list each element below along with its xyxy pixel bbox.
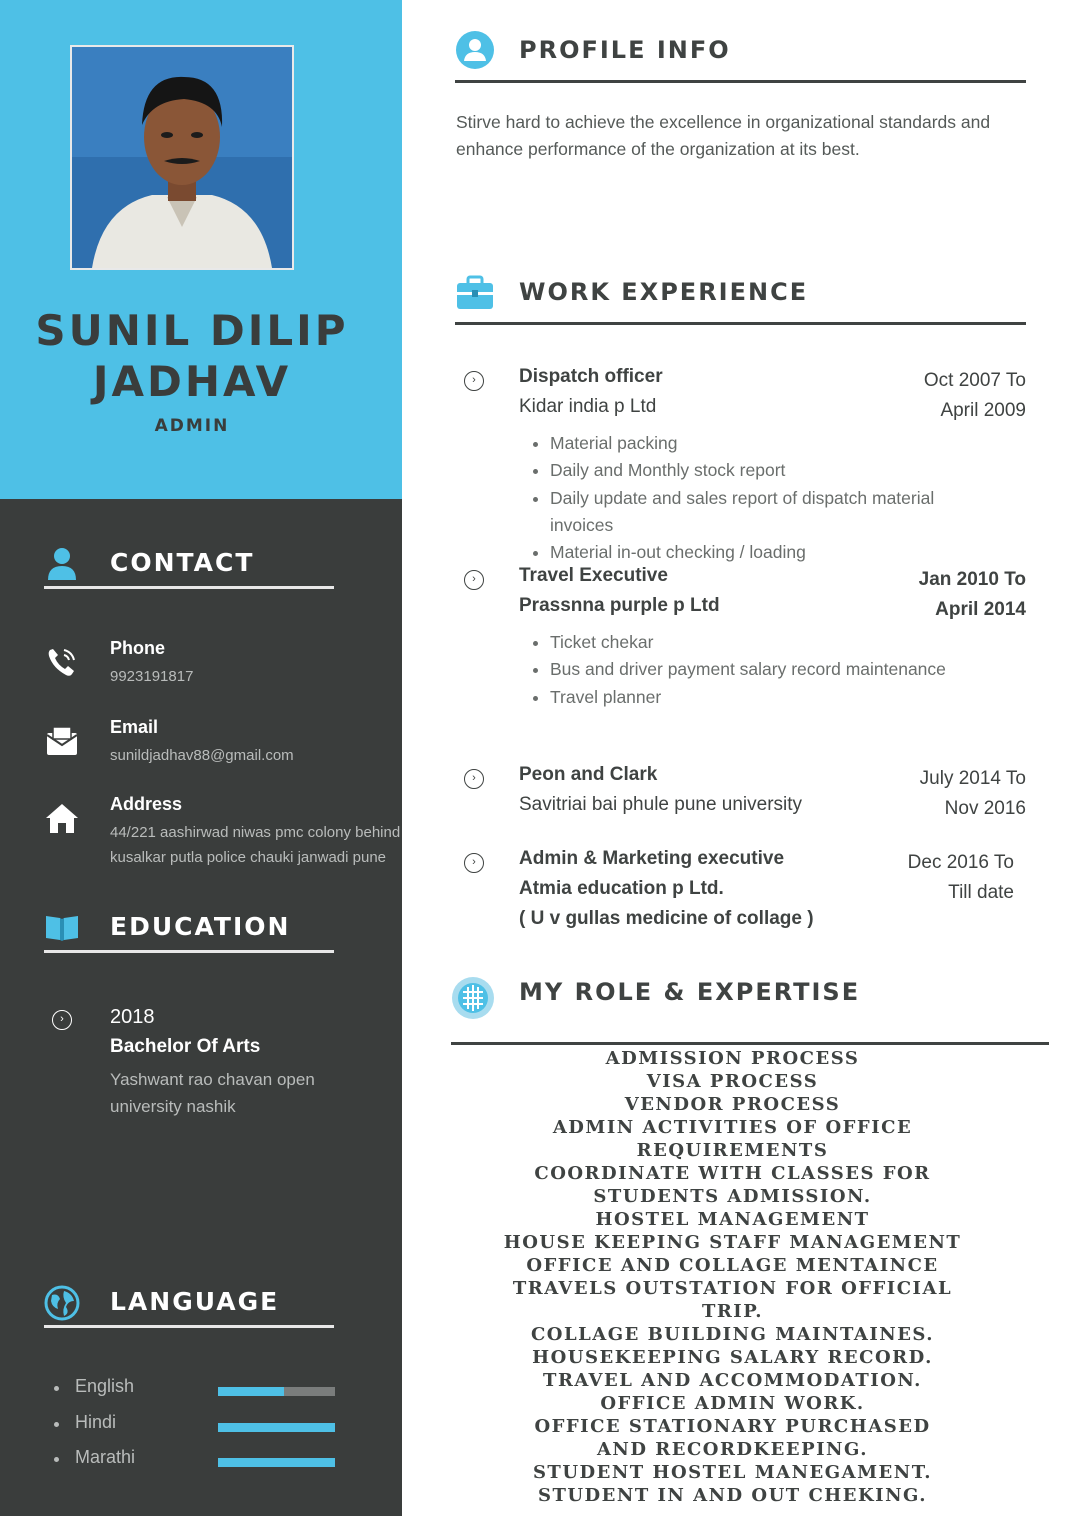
- job-dates: [846, 848, 1026, 908]
- expertise-item: STUDENTS ADMISSION.: [593, 1186, 872, 1207]
- education-heading: EDUCATION: [110, 912, 291, 941]
- job-company: Savitriai bai phule pune university: [519, 794, 803, 815]
- chevron-right-icon: ›: [464, 371, 484, 391]
- address-label: Address: [110, 794, 183, 814]
- language-level-bar: [218, 1423, 335, 1432]
- work-experience-heading: WORK EXPERIENCE: [519, 278, 809, 306]
- job-entry: [462, 565, 1026, 745]
- language-heading: LANGUAGE: [110, 1287, 280, 1316]
- language-name: Marathi: [75, 1447, 136, 1467]
- job-company: Kidar india p Ltd: [519, 396, 657, 417]
- expertise-item: TRAVELS OUTSTATION FOR OFFICIAL: [512, 1278, 953, 1299]
- profile-header: [0, 0, 402, 499]
- expertise-item: REQUIREMENTS: [636, 1140, 829, 1161]
- job-date-to: Nov 2016: [944, 798, 1026, 819]
- mail-icon: [44, 723, 80, 759]
- chevron-right-icon: ›: [464, 853, 484, 873]
- expertise-item: AND RECORDKEEPING.: [596, 1439, 869, 1460]
- contact-heading: CONTACT: [110, 548, 255, 577]
- phone-label: Phone: [110, 638, 166, 658]
- job-dates: [856, 565, 1026, 625]
- email-value[interactable]: sunildjadhav88@gmail.com: [110, 747, 294, 764]
- address-value: 44/221 aashirwad niwas pmc colony behind kusalkar putla police chauki janwadi pune: [110, 824, 401, 866]
- book-icon: [44, 910, 80, 946]
- job-date-from: Oct 2007 To: [923, 370, 1026, 391]
- chevron-right-icon: ›: [52, 1010, 72, 1030]
- language-level-bar: [218, 1387, 335, 1396]
- expertise-section-header: [451, 972, 1049, 1045]
- job-date-from: July 2014 To: [919, 768, 1026, 789]
- expertise-item: HOUSEKEEPING SALARY RECORD.: [532, 1347, 933, 1368]
- job-dates: [856, 764, 1026, 824]
- bullet: [54, 1422, 59, 1427]
- expertise-item: HOSTEL MANAGEMENT: [595, 1209, 870, 1230]
- job-title: Travel Executive: [519, 565, 668, 586]
- expertise-item: OFFICE AND COLLAGE MENTAINCE: [526, 1255, 939, 1276]
- job-duties: [530, 629, 970, 711]
- expertise-item: ADMISSION PROCESS: [605, 1048, 860, 1069]
- profile-summary: Stirve hard to achieve the excellence in organizational standards and enhance performance of the organization at its best.: [456, 112, 991, 159]
- language-name: Hindi: [75, 1412, 117, 1432]
- education-year: 2018: [110, 1006, 155, 1028]
- job-company: Prassnna purple p Ltd: [519, 595, 720, 616]
- phone-value[interactable]: 9923191817: [110, 668, 194, 685]
- job-dates: [856, 366, 1026, 426]
- profile-info-heading: PROFILE INFO: [519, 36, 731, 64]
- job-company-note: ( U v gullas medicine of collage ): [519, 908, 814, 929]
- job-title: Admin & Marketing executive: [519, 848, 785, 869]
- education-degree: Bachelor Of Arts: [110, 1036, 261, 1057]
- expertise-item: STUDENT HOSTEL MANEGAMENT.: [532, 1462, 933, 1483]
- bullet: [54, 1386, 59, 1391]
- user-icon: [44, 546, 80, 582]
- job-duties: [530, 430, 970, 566]
- email-label: Email: [110, 717, 159, 737]
- expertise-item: COLLAGE BUILDING MAINTAINES.: [530, 1324, 935, 1345]
- education-school: Yashwant rao chavan open university nashik: [110, 1070, 315, 1116]
- job-date-to: April 2009: [940, 400, 1026, 421]
- chevron-right-icon: ›: [464, 570, 484, 590]
- work-experience-section-header: [455, 272, 1026, 325]
- expertise-list: [460, 1047, 1005, 1507]
- education-section-header: [44, 910, 334, 953]
- job-duty: • Daily and Monthly stock report: [550, 457, 970, 484]
- job-title: Peon and Clark: [519, 764, 658, 785]
- expertise-item: TRAVEL AND ACCOMMODATION.: [543, 1370, 922, 1391]
- globe-icon: [44, 1285, 80, 1321]
- person-role: ADMIN: [154, 416, 230, 436]
- expertise-heading: MY ROLE & EXPERTISE: [519, 978, 861, 1006]
- job-date-to: Till date: [948, 882, 1014, 903]
- language-item: [54, 1447, 344, 1473]
- language-item: [54, 1412, 344, 1438]
- job-title: Dispatch officer: [519, 366, 663, 387]
- globe-grid-icon: [451, 976, 495, 1020]
- job-entry: [462, 848, 1026, 940]
- home-icon: [44, 800, 80, 836]
- expertise-item: STUDENT IN AND OUT CHEKING.: [537, 1485, 928, 1506]
- expertise-item: VISA PROCESS: [646, 1071, 819, 1092]
- expertise-item: ADMIN ACTIVITIES OF OFFICE: [552, 1117, 913, 1138]
- expertise-item: TRIP.: [701, 1301, 764, 1322]
- phone-icon: [44, 644, 80, 680]
- language-item: [54, 1376, 344, 1402]
- job-company: Atmia education p Ltd.: [519, 878, 724, 899]
- job-duty: • Daily update and sales report of dispatch material invoices: [550, 485, 970, 540]
- job-duty: • Bus and driver payment salary record maintenance: [550, 656, 970, 683]
- chevron-right-icon: ›: [464, 769, 484, 789]
- job-date-to: April 2014: [935, 599, 1026, 620]
- language-name: English: [75, 1376, 135, 1396]
- job-duty: • Material in-out checking / loading: [550, 539, 970, 566]
- job-entry: [462, 366, 1026, 566]
- expertise-item: HOUSE KEEPING STAFF MANAGEMENT: [503, 1232, 962, 1253]
- job-duty: • Material packing: [550, 430, 970, 457]
- bullet: [54, 1457, 59, 1462]
- job-date-from: Dec 2016 To: [907, 852, 1014, 873]
- expertise-item: OFFICE ADMIN WORK.: [600, 1393, 865, 1414]
- language-level-bar: [218, 1458, 335, 1467]
- briefcase-icon: [455, 272, 495, 312]
- job-entry: [462, 764, 1026, 828]
- job-duty: • Travel planner: [550, 684, 970, 711]
- profile-info-section-header: [455, 30, 1026, 83]
- contact-section-header: [44, 546, 334, 589]
- expertise-item: VENDOR PROCESS: [624, 1094, 841, 1115]
- language-section-header: [44, 1285, 334, 1328]
- job-duty: • Ticket chekar: [550, 629, 970, 656]
- expertise-item: COORDINATE WITH CLASSES FOR: [534, 1163, 931, 1184]
- left-sidebar: [0, 0, 402, 1516]
- person-name: [0, 305, 384, 407]
- job-date-from: Jan 2010 To: [918, 569, 1026, 590]
- user-circle-icon: [455, 30, 495, 70]
- name-line-1: SUNIL DILIP: [35, 306, 349, 355]
- expertise-item: OFFICE STATIONARY PURCHASED: [534, 1416, 931, 1437]
- name-line-2: JADHAV: [92, 357, 292, 406]
- profile-photo: [70, 45, 294, 270]
